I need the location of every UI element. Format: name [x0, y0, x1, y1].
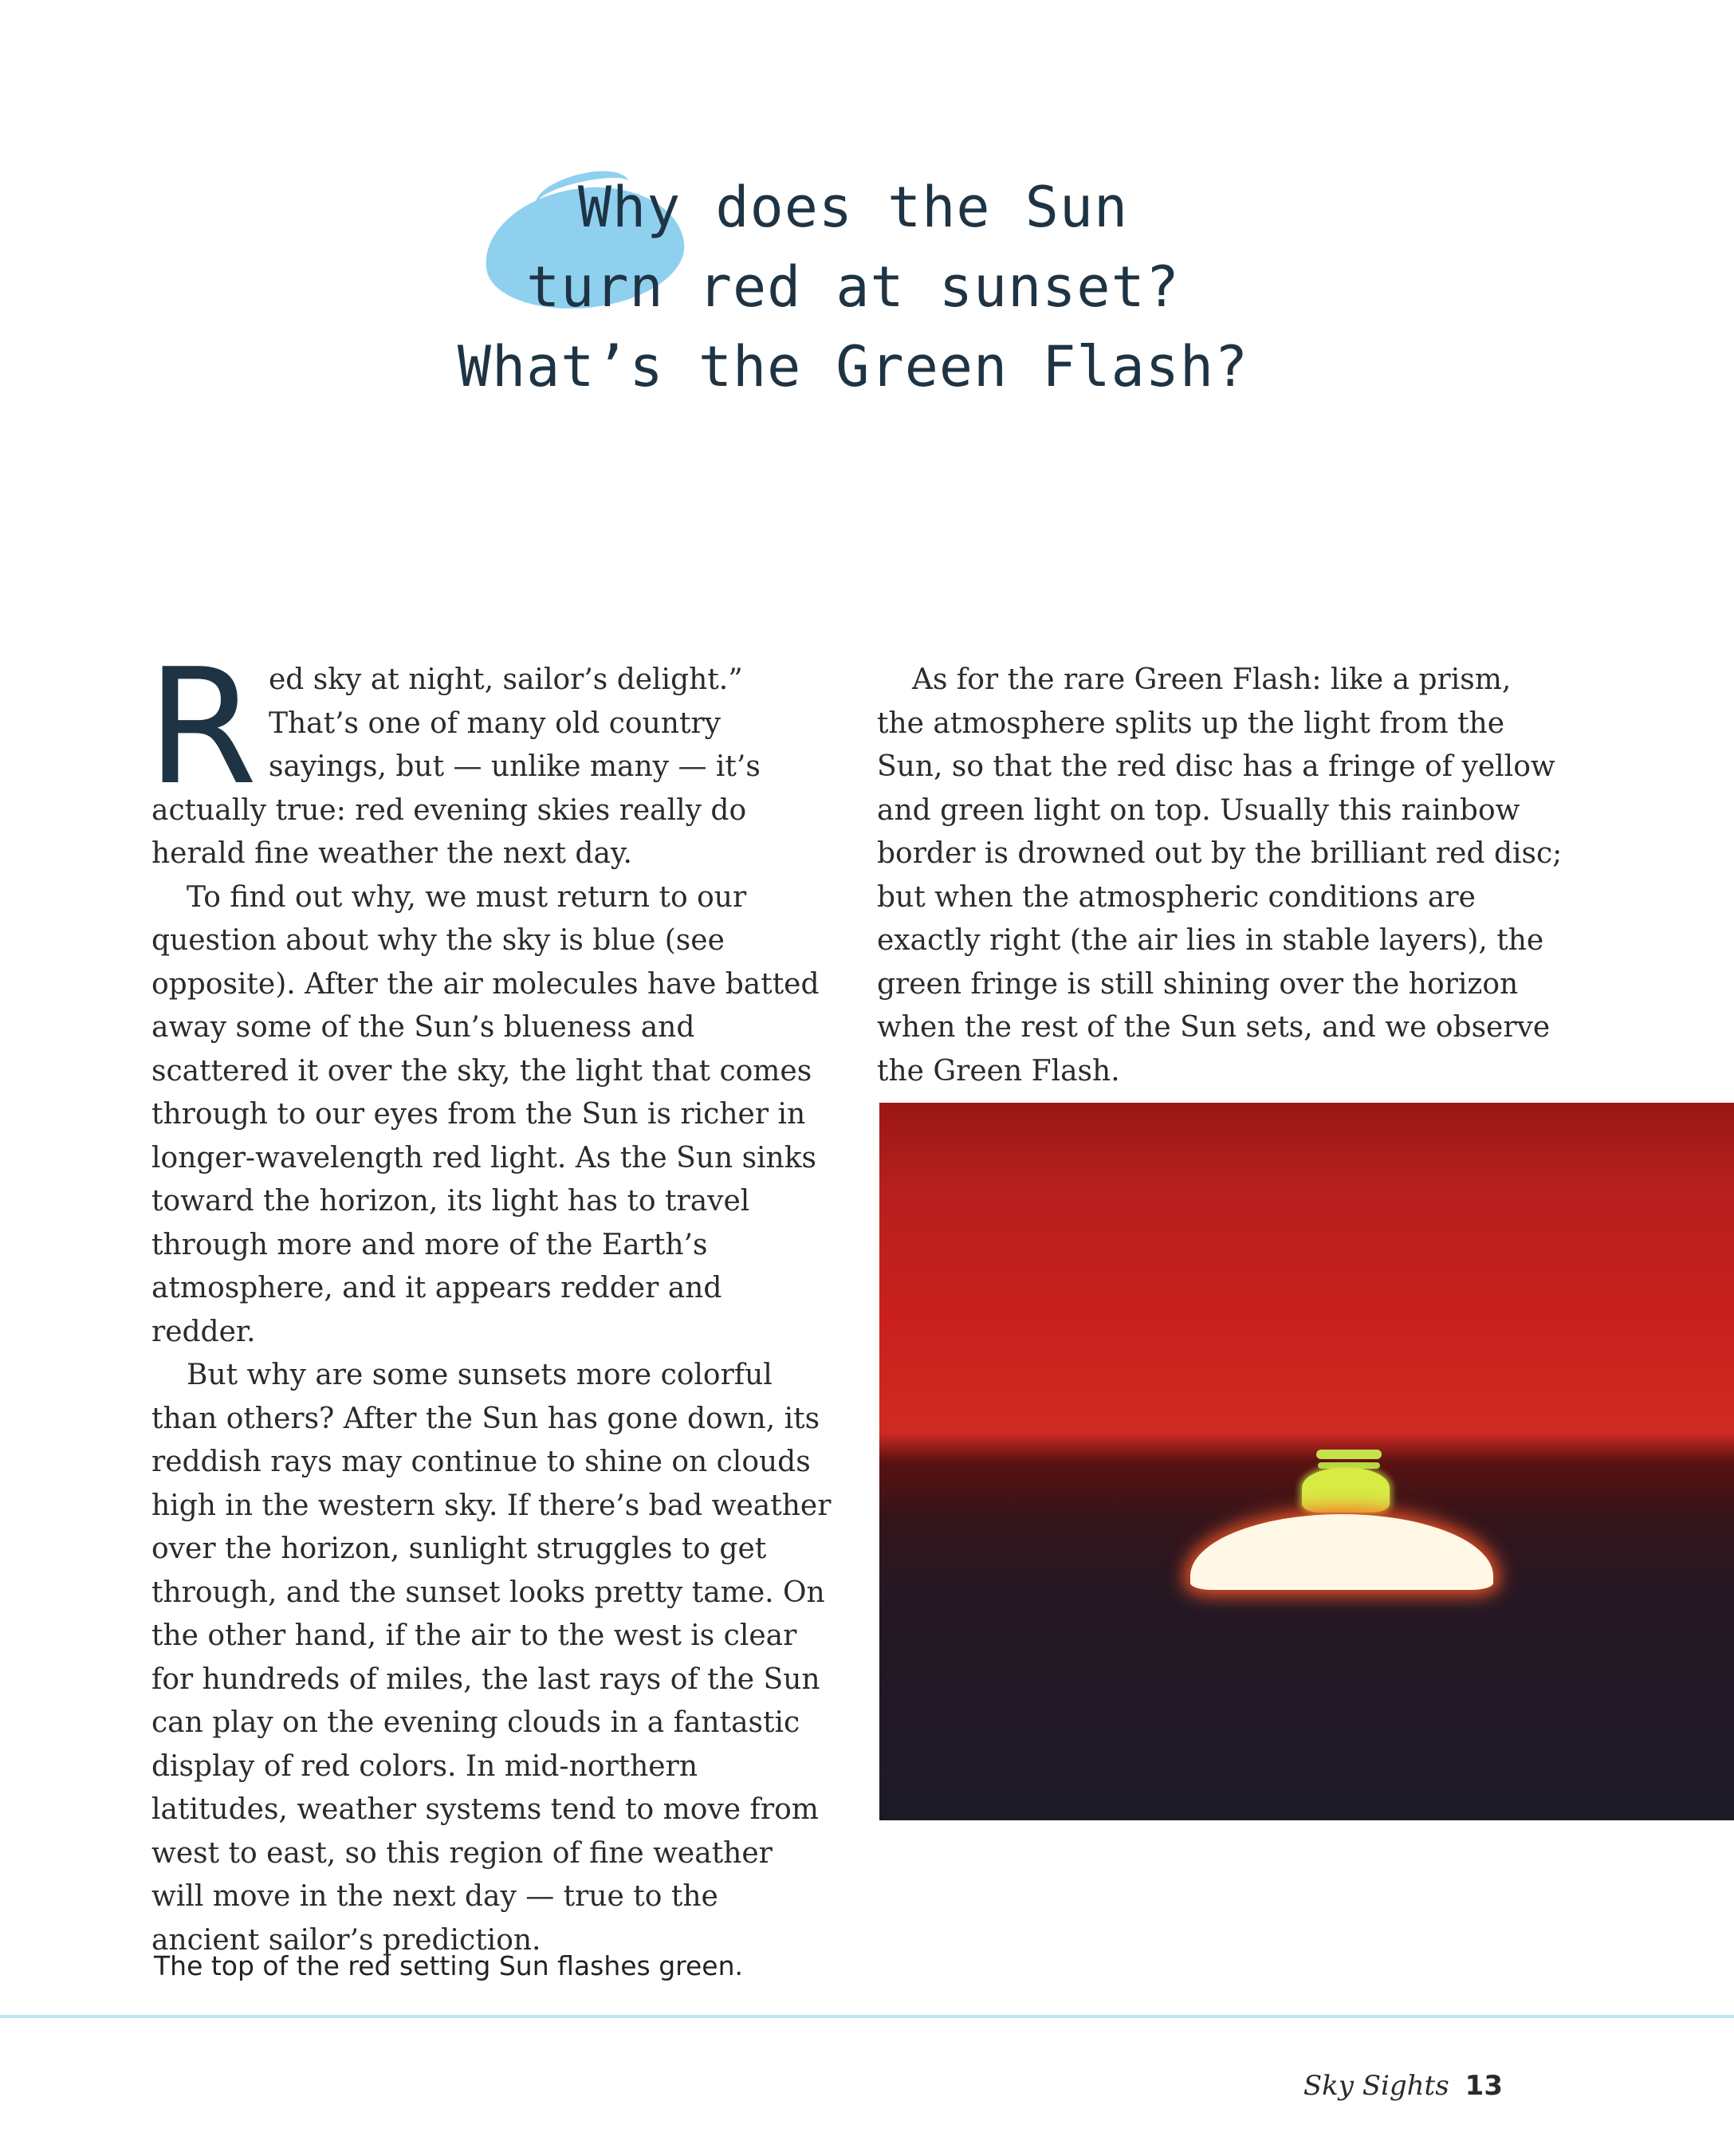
green-fringe-strip: [1316, 1450, 1382, 1459]
page-number: 13: [1465, 2070, 1503, 2102]
page-title: [335, 167, 1371, 407]
green-flash-photo: [879, 1103, 1734, 1820]
green-fringe: [1302, 1468, 1390, 1513]
paragraph-why-red: To find out why, we must return to our question about why the sky is blue (see opposite). After the air molecules have batted away some of the Sun’s blueness and scattered it over the sky, the light that comes through to our eyes from the Sun is richer in longer-wavelength red light. As the Sun sinks toward the horizon, its light has to travel through more and more of the Earth’s atmosphere, and it appears redder and redder.: [151, 880, 820, 1348]
section-name: Sky Sights: [1303, 2070, 1449, 2102]
photo-caption: The top of the red setting Sun flashes green.: [154, 1950, 744, 1981]
right-column: [877, 659, 1563, 1093]
title-line2: turn red at sunset?: [526, 254, 1180, 320]
setting-sun: [1190, 1514, 1493, 1590]
paragraph-intro-text: ed sky at night, sailor’s delight.” That’s one of many old country sayings, but — unlike many — it’s actually true: red evening skies really do herald fine weather the next day.: [151, 663, 761, 870]
drop-cap: R: [147, 635, 258, 820]
paragraph-green-flash: As for the rare Green Flash: like a prism, the atmosphere splits up the light from the Sun, so that the red disc has a fringe of yellow and green light on top. Usually this rainbow border is drowned out by the brilliant red disc; but when the atmospheric conditions are exactly right (the air lies in stable layers), the green fringe is still shining over the horizon when the rest of the Sun sets, and we observe the Green Flash.: [877, 663, 1563, 1088]
title-line3: What’s the Green Flash?: [457, 334, 1249, 399]
title-block: [335, 167, 1371, 470]
left-column: [147, 635, 833, 1962]
page-footer: [1303, 2070, 1503, 2102]
footer-rule: [0, 2015, 1734, 2018]
paragraph-colorful-sunsets: But why are some sunsets more colorful than others? After the Sun has gone down, its reddish rays may continue to shine on clouds high in the western sky. If there’s bad weather over the horizon, sunlight struggles to get through, and the sunset looks pretty tame. On the other hand, if the air to the west is clear for hundreds of miles, the last rays of the Sun can play on the evening clouds in a fantastic display of red colors. In mid-northern latitudes, weather systems tend to move from west to east, so this region of fine weather will move in the next day — true to the ancient sailor’s prediction.: [151, 1359, 832, 1957]
paragraph-intro: [147, 635, 833, 876]
title-line1-rest: does the Sun: [681, 175, 1129, 240]
title-highlight-word: Why: [577, 175, 682, 240]
